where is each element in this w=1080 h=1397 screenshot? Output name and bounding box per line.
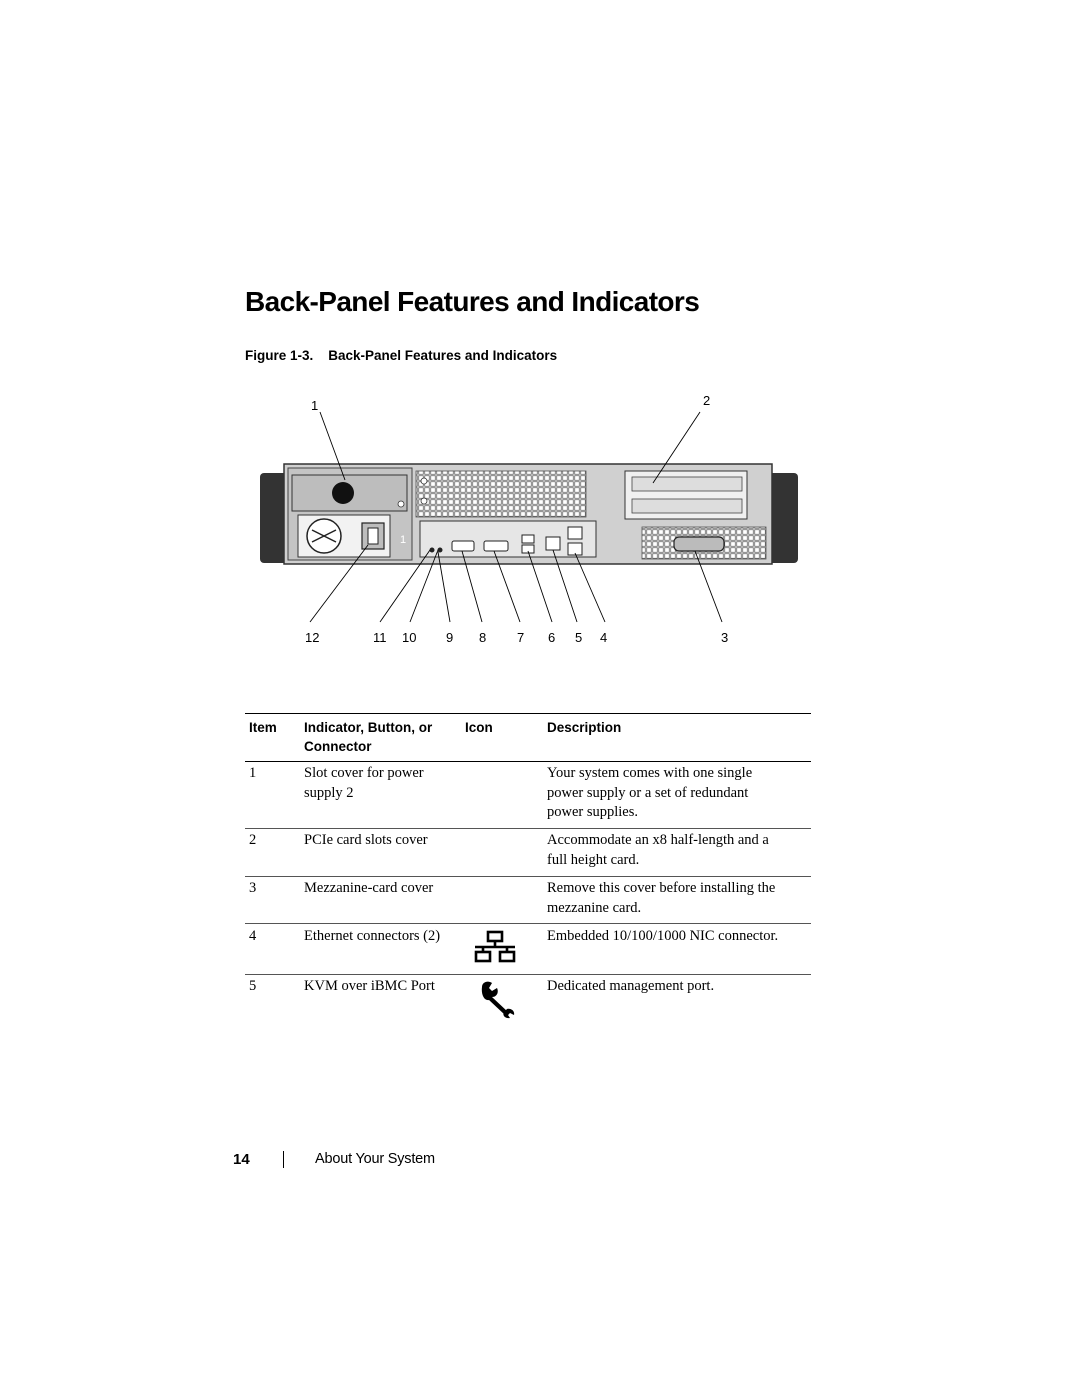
row-3-description: [547, 879, 775, 918]
row-4-desc-line-1: Embedded 10/100/1000 NIC connector.: [547, 928, 779, 944]
row-1-bottom-rule: [245, 828, 811, 829]
back-panel-figure: [250, 385, 810, 650]
row-2-bottom-rule: [245, 876, 811, 877]
row-5-item: 5: [249, 978, 257, 994]
callout-9: 9: [446, 630, 454, 645]
callout-1: 1: [311, 398, 319, 413]
row-3-desc-line-1: Remove this cover before installing the: [547, 880, 776, 896]
table-top-rule: [245, 713, 811, 714]
callout-4: 4: [600, 630, 608, 645]
network-icon: [473, 930, 517, 964]
row-1-name-line-2: supply 2: [304, 784, 354, 801]
row-2-name-line-1: PCIe card slots cover: [304, 832, 428, 848]
row-4-name: [304, 927, 440, 947]
header-bottom-rule: [245, 761, 811, 762]
callout-12: 12: [305, 630, 320, 645]
row-2-description: [547, 831, 769, 870]
callout-2: 2: [703, 393, 711, 408]
server-chassis: [260, 464, 798, 564]
row-3-item: 3: [249, 880, 257, 896]
row-3-bottom-rule: [245, 923, 811, 924]
row-4-item: 4: [249, 928, 257, 944]
row-5-desc-line-1: Dedicated management port.: [547, 978, 715, 994]
section-title: Back-Panel Features and Indicators: [245, 286, 700, 317]
row-3-name-line-1: Mezzanine-card cover: [304, 880, 434, 896]
row-2-item: 2: [249, 832, 257, 848]
row-1-desc-line-2: power supply or a set of redundant: [547, 784, 749, 801]
psu-bay-label: 1: [400, 534, 407, 546]
row-3-name: [304, 879, 433, 899]
figure-caption: Figure 1-3. Back-Panel Features and Indicators: [245, 348, 558, 363]
row-5-name: [304, 977, 435, 997]
wrench-icon: [478, 979, 518, 1019]
callout-8: 8: [479, 630, 487, 645]
row-1-name-line-1: Slot cover for power: [304, 765, 424, 781]
header-description: Description: [547, 720, 622, 735]
header-icon: Icon: [465, 720, 493, 735]
header-indicator: [304, 718, 432, 756]
row-1-name: [304, 764, 424, 803]
callout-5: 5: [575, 630, 583, 645]
callout-11: 11: [373, 630, 387, 645]
callout-3: 3: [721, 630, 729, 645]
header-indicator-line1: Indicator, Button, or: [304, 720, 433, 735]
row-3-desc-line-2: mezzanine card.: [547, 899, 642, 916]
footer-page-number: 14: [233, 1151, 250, 1168]
row-1-item: 1: [249, 765, 257, 781]
row-5-description: [547, 977, 714, 997]
row-2-desc-line-1: Accommodate an x8 half-length and a: [547, 832, 769, 848]
callout-7: 7: [517, 630, 525, 645]
row-2-name: [304, 831, 428, 851]
row-5-name-line-1: KVM over iBMC Port: [304, 978, 435, 994]
row-1-desc-line-1: Your system comes with one single: [547, 765, 753, 781]
row-4-name-line-1: Ethernet connectors (2): [304, 928, 441, 944]
row-1-description: [547, 764, 752, 823]
row-1-desc-line-3: power supplies.: [547, 804, 639, 820]
callout-6: 6: [548, 630, 556, 645]
row-2-desc-line-2: full height card.: [547, 851, 640, 868]
header-indicator-line2: Connector: [304, 739, 372, 754]
row-4-description: [547, 927, 778, 947]
header-item: Item: [249, 720, 277, 735]
footer-section-title: About Your System: [315, 1151, 435, 1167]
row-4-bottom-rule: [245, 974, 811, 975]
callout-10: 10: [402, 630, 417, 645]
footer-separator: [283, 1151, 284, 1168]
